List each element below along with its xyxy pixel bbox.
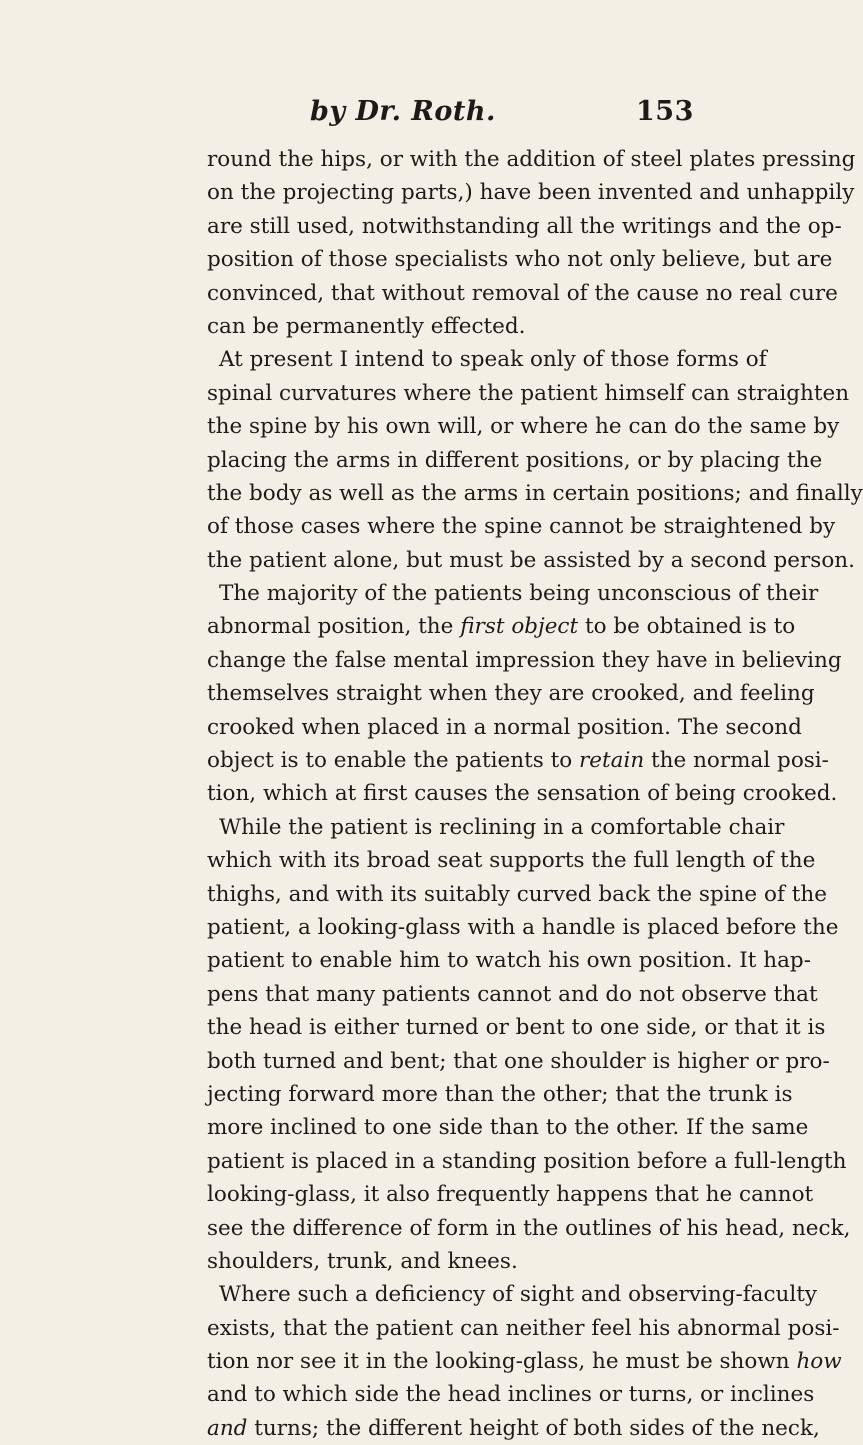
text-line: convinced, that without removal of the cause no real cure <box>207 280 838 306</box>
text-line: and to which side the head inclines or turns, or inclines <box>207 1382 815 1408</box>
text-line-with-italic <box>207 610 796 643</box>
text-line: looking-glass, it also frequently happens that he cannot <box>207 1182 814 1208</box>
italic-run: first object <box>460 614 579 640</box>
text-line: patient is placed in a standing position before a full-length <box>207 1148 847 1174</box>
text-line: placing the arms in different positions, or by placing the <box>207 447 823 473</box>
paragraph-start-line: At present I intend to speak only of those forms of <box>219 347 767 373</box>
body-text <box>207 143 863 1445</box>
running-head: by Dr. Roth. <box>310 96 496 127</box>
paragraph-start-line: Where such a deficiency of sight and observing-faculty <box>219 1282 818 1308</box>
text-line: exists, that the patient can neither feel his abnormal posi- <box>207 1315 840 1341</box>
text-run: tion nor see it in the looking-glass, he must be shown <box>207 1349 797 1375</box>
text-line: change the false mental impression they have in believing <box>207 647 842 673</box>
paragraph-start-line: The majority of the patients being unconscious of their <box>219 581 819 607</box>
text-line: more inclined to one side than to the other. If the same <box>207 1115 809 1141</box>
text-line: jecting forward more than the other; that the trunk is <box>207 1081 793 1107</box>
text-run: abnormal position, the <box>207 614 461 640</box>
text-line: thighs, and with its suitably curved back the spine of the <box>207 881 827 907</box>
text-line: both turned and bent; that one shoulder is higher or pro- <box>207 1048 830 1074</box>
text-line: round the hips, or with the addition of steel plates pressing <box>207 147 856 172</box>
paragraph-start-line: While the patient is reclining in a comfortable chair <box>219 814 785 840</box>
text-line: shoulders, trunk, and knees. <box>207 1248 518 1274</box>
text-line: the patient alone, but must be assisted by a second person. <box>207 547 855 573</box>
text-run: the normal posi- <box>644 748 829 774</box>
text-line: of those cases where the spine cannot be straightened by <box>207 514 836 540</box>
page-number: 153 <box>636 96 694 127</box>
text-line: the head is either turned or bent to one side, or that it is <box>207 1015 826 1041</box>
text-line: the spine by his own will, or where he can do the same by <box>207 414 840 440</box>
text-line: pens that many patients cannot and do not observe that <box>207 981 818 1007</box>
text-line: can be permanently effected. <box>207 313 526 339</box>
text-line: on the projecting parts,) have been invented and unhappily <box>207 180 855 206</box>
text-line: themselves straight when they are crooked, and feeling <box>207 681 815 707</box>
text-line: see the difference of form in the outlines of his head, neck, <box>207 1215 851 1241</box>
italic-run: and <box>207 1415 248 1441</box>
italic-run: how <box>796 1349 842 1375</box>
text-line: the body as well as the arms in certain positions; and finally <box>207 480 863 506</box>
text-line: which with its broad seat supports the full length of the <box>207 848 816 874</box>
text-line-with-italic <box>207 744 829 777</box>
text-line: crooked when placed in a normal position. The second <box>207 714 802 740</box>
text-line: patient to enable him to watch his own position. It hap- <box>207 948 811 974</box>
text-run: turns; the different height of both sides of the neck, <box>247 1415 820 1441</box>
text-line: patient, a looking-glass with a handle is placed before the <box>207 914 839 940</box>
text-line: spinal curvatures where the patient himself can straighten <box>207 380 850 406</box>
text-line-with-italic <box>207 1412 820 1445</box>
text-run: to be obtained is to <box>578 614 796 640</box>
text-run: object is to enable the patients to <box>207 748 579 774</box>
text-line-with-italic <box>207 1345 842 1378</box>
text-line: tion, which at first causes the sensation of being crooked. <box>207 781 838 807</box>
italic-run: retain <box>579 748 645 774</box>
text-line: position of those specialists who not only believe, but are <box>207 247 833 273</box>
text-line: are still used, notwithstanding all the writings and the op- <box>207 213 842 239</box>
